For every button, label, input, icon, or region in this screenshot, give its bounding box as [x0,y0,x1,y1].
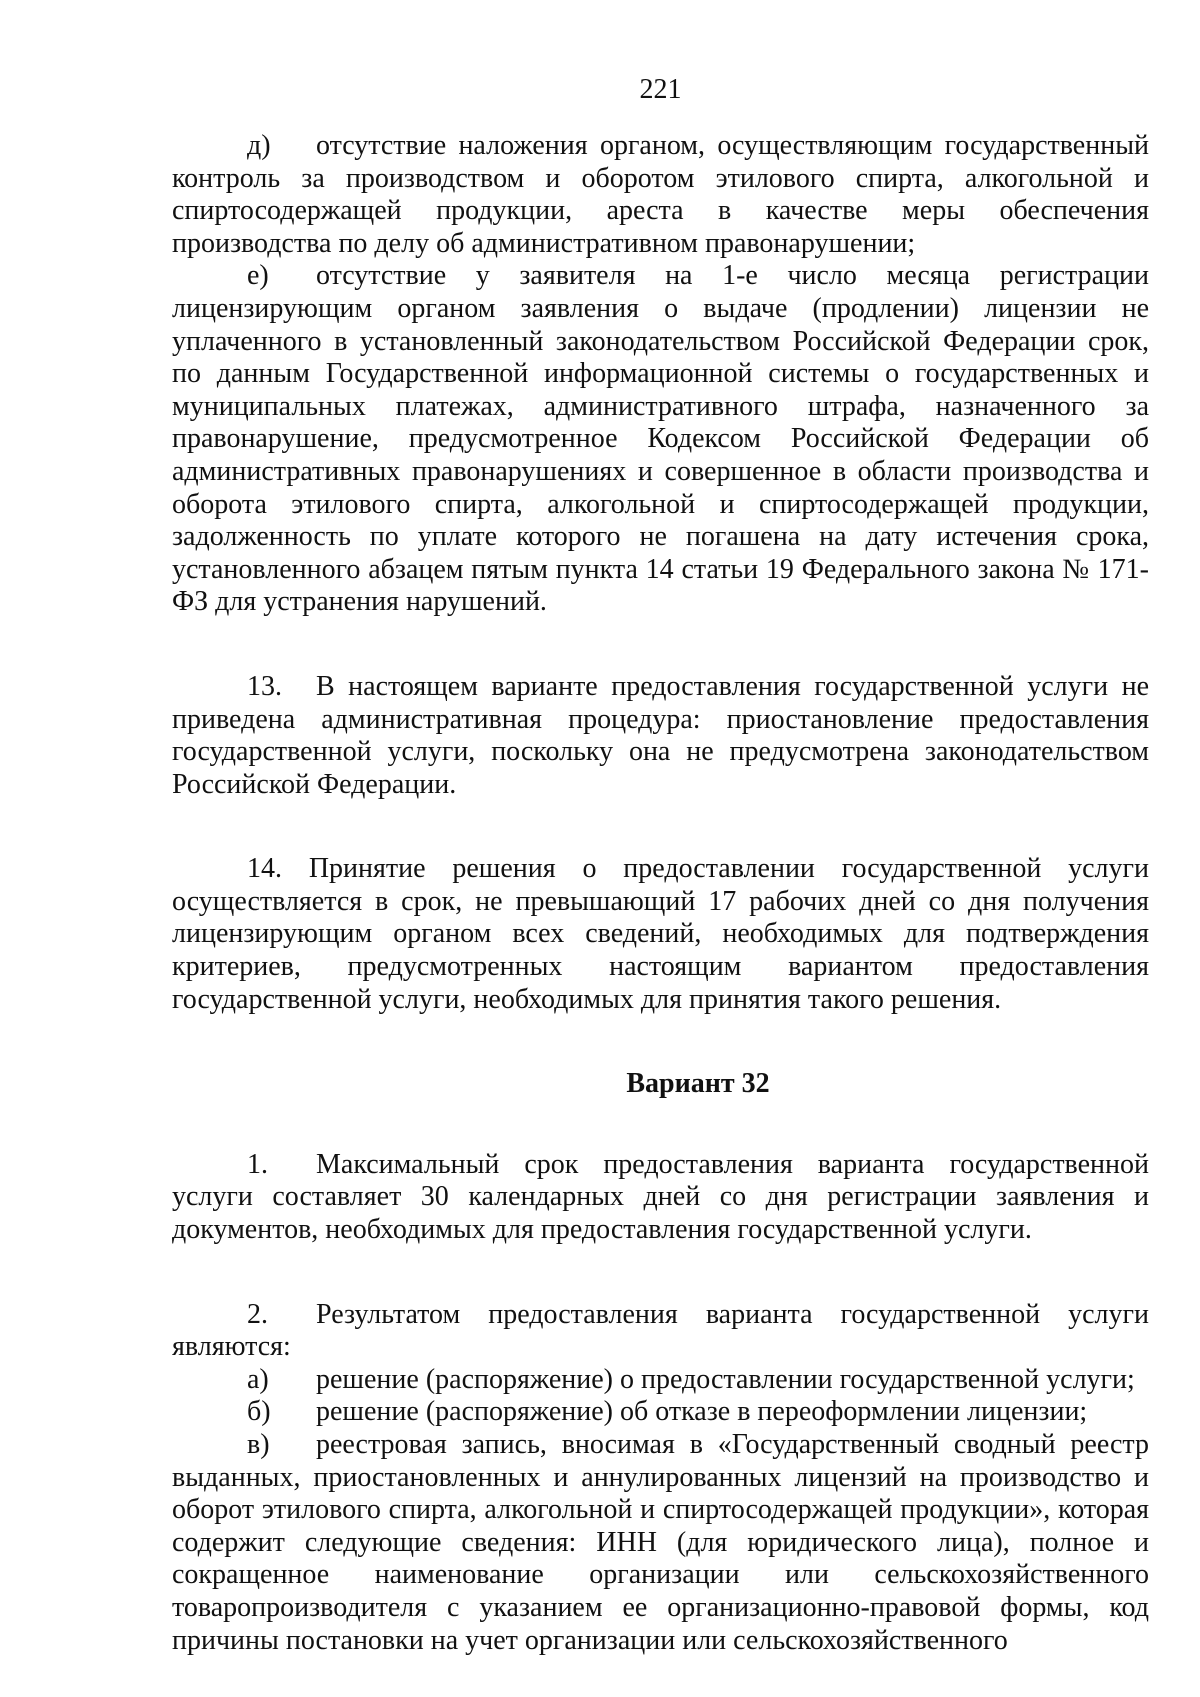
page-number: 221 [639,74,682,105]
paragraph-item-d [172,130,1149,260]
item-marker: б) [247,1396,271,1428]
item-text: реестровая запись, вносимая в «Государственный сводный реестр выданных, приостановленных и аннулированных лицензий на производство и оборот этилового спирта, алкогольной и спиртосодержащей продукции», которая содержит следующие сведения: ИНН (для юридического лица), полное и сокращенное наименование организации или сельскохозяйственного товаропроизводителя с указанием ее организационно-правовой формы, код причины постановки на учет организации или сельскохозяйственного [172,1429,1149,1656]
item-marker: а) [247,1363,269,1395]
item-text: решение (распоряжение) об отказе в переоформлении лицензии; [316,1396,1088,1428]
paragraph-14: 14. Принятие решения о предоставлении государственной услуги осуществляется в срок, не превышающий 17 рабочих дней со дня получения лицензирующим органом всех сведений, необходимых для подтверждения критериев, предусмотренных настоящим вариантом предоставления государственной услуги, необходимых для принятия такого решения. [172,853,1149,1015]
item-marker: е) [247,260,269,292]
item-marker: д) [247,130,271,161]
spacer [172,1101,1149,1149]
document-body [172,130,1149,1657]
item-text: отсутствие наложения органом, осуществляющим государственный контроль за производством и оборотом этилового спирта, алкогольной и спиртосодержащей продукции, ареста в качестве меры обеспечения производства по делу об административном правонарушении; [172,130,1149,259]
list-item-v [172,1429,1149,1657]
list-item-b [172,1396,1149,1429]
spacer [172,801,1149,853]
item-text: решение (распоряжение) о предоставлении государственной услуги; [316,1363,1135,1395]
item-marker: 13. [247,670,282,702]
spacer [172,619,1149,671]
paragraph-v1 [172,1149,1149,1247]
list-item-a [172,1364,1149,1397]
item-marker: в) [247,1429,270,1460]
item-text: отсутствие у заявителя на 1-е число месяца регистрации лицензирующим органом заявления о выдаче (продлении) лицензии не уплаченного в установленный законодательством Российской Федерации срок, по данным Государственной информационной системы о государственных и муниципальных платежах, административного штрафа, назначенного за правонарушение, предусмотренное Кодексом Российской Федерации об административных правонарушениях и совершенное в области производства и оборота этилового спирта, алкогольной и спиртосодержащей продукции, задолженность по уплате которого не погашена на дату истечения срока, установленного абзацем пятым пункта 14 статьи 19 Федерального закона № 171-ФЗ для устранения нарушений. [172,260,1149,618]
item-text: В настоящем варианте предоставления государственной услуги не приведена административная процедура: приостановление предоставления государственной услуги, поскольку она не предусмотрена законодательством Российской Федерации. [172,670,1149,800]
item-text: Результатом предоставления варианта государственной услуги являются: [172,1298,1149,1363]
item-text: Максимальный срок предоставления варианта государственной услуги составляет 30 календарных дней со дня регистрации заявления и документов, необходимых для предоставления государственной услуги. [172,1148,1149,1246]
paragraph-item-e [172,260,1149,619]
item-marker: 1. [247,1148,268,1180]
section-heading: Вариант 32 [626,1068,770,1100]
spacer [172,1016,1149,1068]
paragraph-13 [172,671,1149,801]
spacer [172,1247,1149,1299]
item-marker: 2. [247,1298,268,1330]
paragraph-v2 [172,1299,1149,1364]
